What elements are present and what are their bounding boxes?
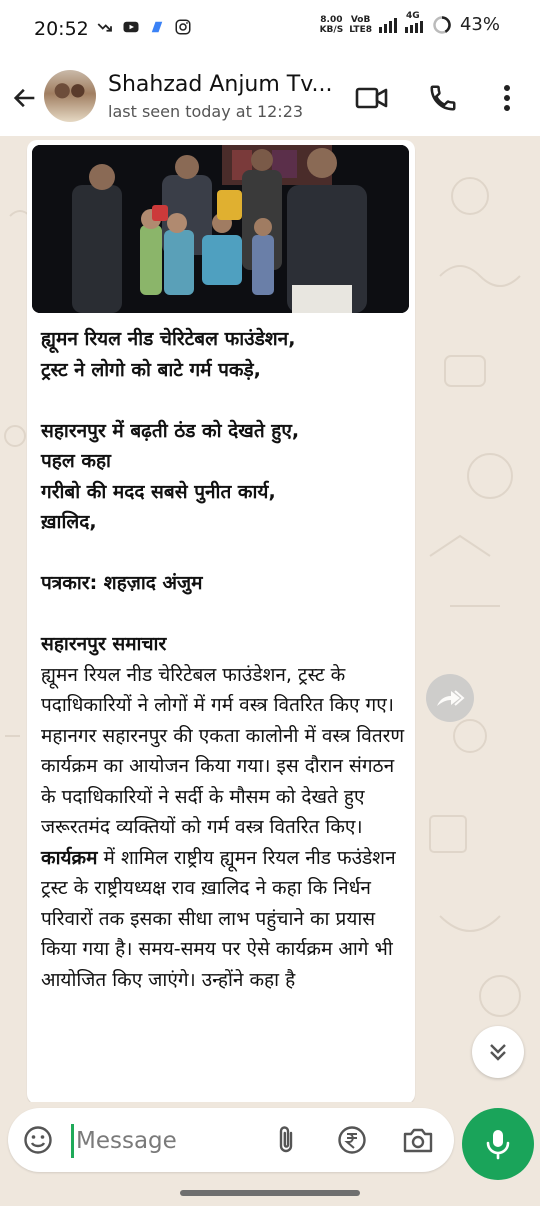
message-reporter: पत्रकार: शहज़ाद अंजुम (41, 572, 203, 594)
instagram-icon (174, 18, 192, 36)
phone-icon (428, 83, 458, 113)
notification-icons (96, 18, 192, 36)
arrow-left-icon (11, 84, 39, 112)
volte-indicator: VoB LTE8 (349, 14, 372, 35)
message-headline-2: ट्रस्ट ने लोगो को बाटे गर्म पकड़े, (41, 358, 261, 381)
battery-percent: 43% (459, 14, 500, 35)
camera-icon (402, 1126, 434, 1154)
paperclip-icon (275, 1125, 297, 1155)
emoji-icon[interactable] (22, 1124, 54, 1156)
back-button[interactable] (8, 78, 42, 118)
message-headline-1: ह्यूमन रियल नीड चेरिटेबल फाउंडेशन, (41, 328, 296, 350)
signal-icon (378, 17, 398, 33)
battery-icon (432, 15, 452, 35)
message-paragraph-2-bold: कार्यक्रम (41, 846, 98, 869)
status-indicators (319, 10, 500, 35)
message-subhead-4: ख़ालिद, (41, 511, 97, 533)
message-paragraph-2-text: में शामिल राष्ट्रीय ह्यूमन रियल नीड फउंडेशन ट्रस्ट के राष्ट्रीयध्यक्ष राव ख़ालिद ने कहा कि निर्धन परिवारों तक इसका सीधा लाभ पहुंचाने का प्रयास किया गया है। समय-समय पर ऐसे कार्यक्रम आगे भी आयोजित किए जाएंगे। उन्होंने कहा है (41, 846, 402, 991)
message-text (41, 324, 411, 995)
attach-button[interactable] (270, 1124, 302, 1156)
status-time: 20:52 (34, 18, 89, 40)
forward-icon (435, 686, 465, 710)
message-input-container[interactable] (8, 1108, 454, 1172)
camera-button[interactable] (402, 1124, 434, 1156)
contact-name[interactable]: Shahzad Anjum Tv... (108, 72, 333, 97)
chat-header (0, 62, 540, 136)
message-subhead-3: गरीबो की मदद सबसे पुनीत कार्य, (41, 480, 276, 503)
last-seen: last seen today at 12:23 (108, 102, 304, 121)
scroll-to-bottom-button[interactable] (472, 1026, 524, 1078)
double-chevron-down-icon (486, 1040, 510, 1064)
message-paragraph-1: ह्यूमन रियल नीड चेरिटेबल फाउंडेशन, ट्रस्ट के पदाधिकारियों ने लोगों में गर्म वस्त्र वितरित किए गए। महानगर सहारनपुर की एकता कालोनी में वस्त्र वितरण कार्यक्रम का आयोजन किया गया। इस दौरान संगठन के पदाधिकारियों ने सर्दी के मौसम को देखते हुए जरूरतमंद व्यक्तियों को गर्म वस्त्र वितरित किए। (41, 663, 411, 838)
app-notification-icon (148, 18, 166, 36)
youtube-icon (122, 18, 140, 36)
more-vert-icon (503, 84, 511, 112)
video-call-icon (355, 83, 389, 113)
payment-button[interactable] (336, 1124, 368, 1156)
system-nav-bar (0, 1182, 540, 1206)
chat-area[interactable] (0, 136, 540, 1102)
message-section: सहारनपुर समाचार (41, 633, 167, 655)
message-subhead-2: पहल कहा (41, 450, 111, 472)
network-4g: 4G (404, 15, 426, 35)
message-paragraph-2 (41, 843, 405, 996)
composer (0, 1102, 540, 1182)
photo-content (32, 145, 409, 313)
home-indicator[interactable] (180, 1190, 360, 1196)
message-input[interactable] (74, 1120, 258, 1162)
mic-button[interactable] (462, 1108, 534, 1180)
avatar[interactable] (44, 70, 96, 122)
message-subhead-1: सहारनपुर में बढ़ती ठंड को देखते हुए, (41, 419, 300, 442)
rupee-icon (337, 1125, 367, 1155)
message-photo[interactable] (32, 145, 409, 313)
missed-call-icon (96, 18, 114, 36)
mic-icon (485, 1128, 511, 1160)
status-bar (0, 0, 540, 62)
more-options-button[interactable] (489, 80, 525, 116)
signal-4g-icon (404, 21, 424, 33)
forward-button[interactable] (426, 674, 474, 722)
message-bubble[interactable] (27, 140, 415, 1102)
network-speed: 8.00 KB/S (319, 14, 344, 35)
video-call-button[interactable] (354, 80, 390, 116)
voice-call-button[interactable] (425, 80, 461, 116)
